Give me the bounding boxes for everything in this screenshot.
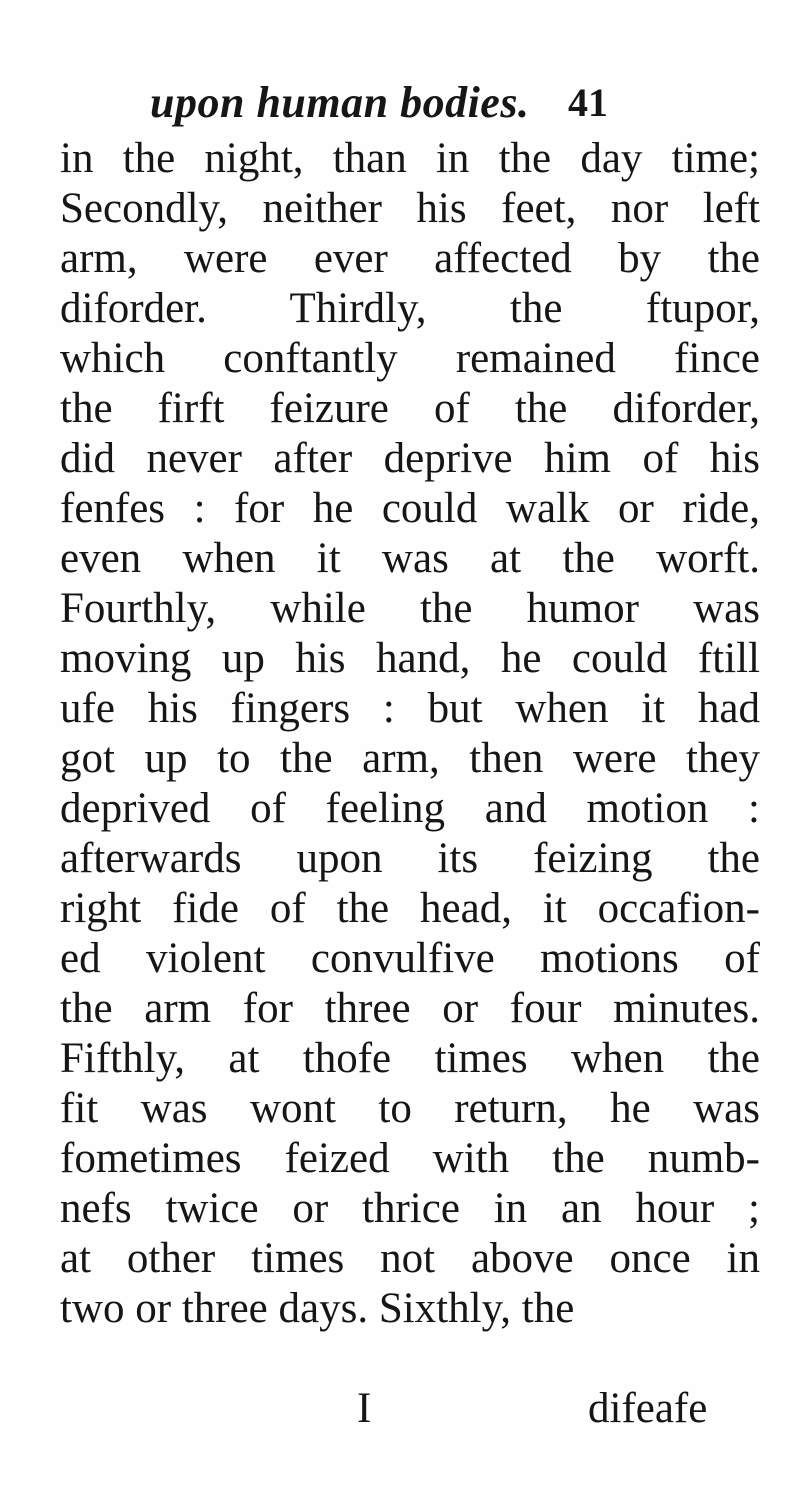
- text-line: even when it was at the worft.: [60, 535, 760, 582]
- text-line: the firft feizure of the diforder,: [60, 385, 760, 432]
- text-line: in the night, than in the day time;: [60, 135, 760, 182]
- text-line: afterwards upon its feizing the: [60, 835, 760, 882]
- text-line: the arm for three or four minutes.: [60, 985, 760, 1032]
- text-line: Fourthly, while the humor was: [60, 585, 760, 632]
- catchword: difeafe: [588, 1385, 708, 1432]
- text-line: Secondly, neither his feet, nor left: [60, 185, 760, 232]
- text-line: fenfes : for he could walk or ride,: [60, 485, 760, 532]
- text-line: two or three days. Sixthly, the: [60, 1285, 575, 1332]
- text-line: moving up his hand, he could ftill: [60, 635, 760, 682]
- text-line: diforder. Thirdly, the ftupor,: [60, 285, 760, 332]
- text-line: deprived of feeling and motion :: [60, 785, 760, 832]
- page-header: [150, 78, 670, 128]
- signature-mark: I: [357, 1385, 372, 1432]
- text-line: got up to the arm, then were they: [60, 735, 760, 782]
- text-line: ed violent convulfive motions of: [60, 935, 760, 982]
- body-text: [60, 134, 760, 1334]
- text-line: fometimes feized with the numb-: [60, 1135, 760, 1182]
- text-line: which conftantly remained fince: [60, 335, 760, 382]
- text-line: did never after deprive him of his: [60, 435, 760, 482]
- page-number: 41: [568, 80, 608, 125]
- text-line: at other times not above once in: [60, 1235, 760, 1282]
- text-line: right fide of the head, it occafion-: [60, 885, 760, 932]
- text-line: fit was wont to return, he was: [60, 1085, 760, 1132]
- text-line: ufe his fingers : but when it had: [60, 685, 760, 732]
- text-line: arm, were ever affected by the: [60, 235, 760, 282]
- text-line: nefs twice or thrice in an hour ;: [60, 1185, 760, 1232]
- page-footer: [60, 1384, 760, 1434]
- running-head: upon human bodies.: [150, 78, 530, 127]
- text-line: Fifthly, at thofe times when the: [60, 1035, 760, 1082]
